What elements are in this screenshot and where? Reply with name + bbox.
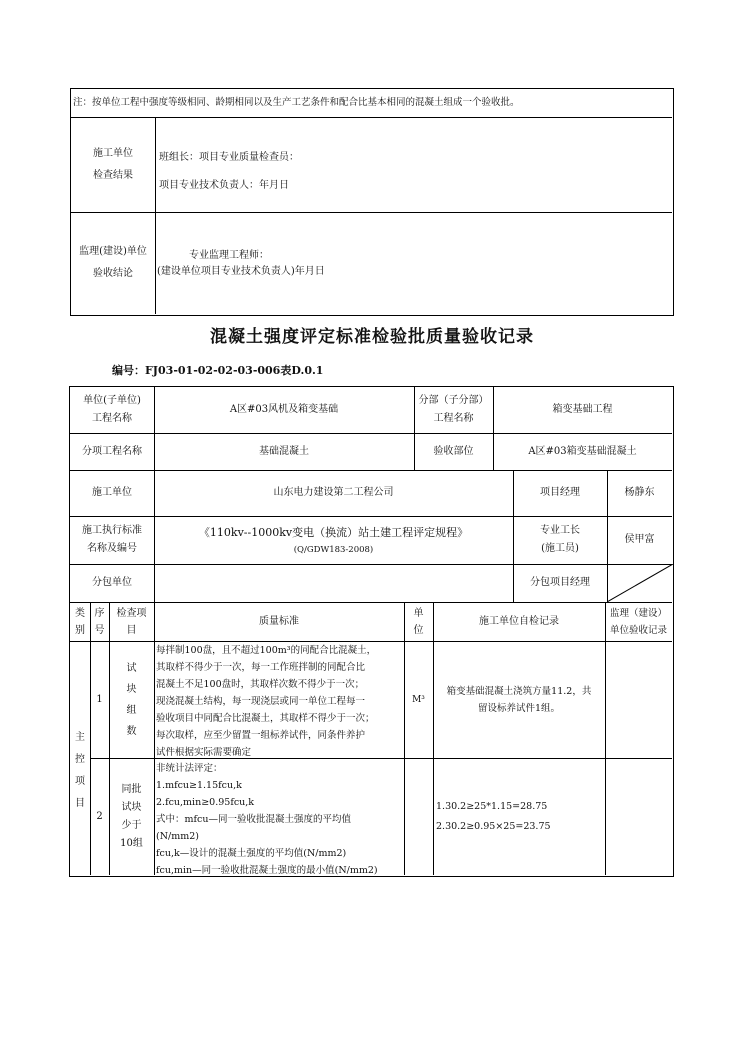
header-supervision <box>605 602 672 641</box>
batch-note: 注：按单位工程中强度等级相同、龄期相同以及生产工艺条件和配合比基本相同的混凝土组成一个验收批。 <box>73 97 520 108</box>
row-unit <box>404 758 433 875</box>
record-code: 编号：FJ03-01-02-02-03-006表D.0.1 <box>112 364 324 377</box>
standard-line: (N/mm2) <box>156 831 199 842</box>
sub-project-label <box>414 387 493 433</box>
acceptance-part-value <box>493 433 672 470</box>
label-line: 名称及编号 <box>87 543 137 554</box>
self-check-line: 1.30.2≥25*1.15=28.75 <box>436 801 548 812</box>
row-seq <box>90 641 109 758</box>
project-manager-label <box>513 470 607 516</box>
self-check-line: 2.30.2≥0.95×25=23.75 <box>436 821 551 832</box>
sub-manager-value <box>607 564 672 602</box>
label-line: 检查项 <box>116 607 147 619</box>
standard-code: (Q/GDW183-2008) <box>293 545 374 555</box>
sub-manager-label <box>513 564 607 602</box>
label-line: 位 <box>413 624 424 636</box>
row-divider <box>71 212 672 213</box>
cell-text: 基础混凝土 <box>259 445 309 457</box>
label-line: 监理（建设） <box>609 607 667 619</box>
cell-text: 分包项目经理 <box>530 577 590 588</box>
sub-project-value <box>493 387 672 433</box>
standard-line: fcu,k—设计的混凝土强度的平均值(N/mm2) <box>156 848 347 859</box>
standard-line: 1.mfcu≥1.15fcu,k <box>156 780 242 791</box>
cell-text: 验收部位 <box>433 445 474 457</box>
self-check-line: 留设标养试件1组。 <box>477 702 561 714</box>
label-line: 号 <box>94 624 105 636</box>
label-char: 块 <box>126 683 137 695</box>
label-line: 单 <box>413 607 424 619</box>
standard-line: 试件根据实际需要确定 <box>156 747 252 758</box>
header-quality-standard <box>154 602 404 641</box>
label-line: 监理(建设)单位 <box>79 246 147 257</box>
header-unit <box>404 602 433 641</box>
label-line: 施工执行标准 <box>82 525 142 536</box>
cell-text: 分包单位 <box>92 577 132 588</box>
label-char: 试 <box>126 662 137 674</box>
header-seq <box>90 602 109 641</box>
header-check-item <box>109 602 154 641</box>
label-line: 单位验收记录 <box>609 624 667 636</box>
construction-check-tech-lead: 项目专业技术负责人：年月日 <box>159 180 289 191</box>
standard-line: 混凝土不足100盘时，其取样次数不得少于一次； <box>156 679 365 690</box>
standard-value <box>154 516 513 564</box>
label-line: 分部（子分部） <box>418 395 489 406</box>
label-line: 别 <box>75 624 85 636</box>
item-project-value <box>154 433 414 470</box>
main-table <box>69 386 674 877</box>
label-line: 验收结论 <box>93 268 133 279</box>
column-divider <box>154 602 155 875</box>
row-self-check <box>433 641 605 758</box>
label-line: 施工单位 <box>93 147 133 159</box>
row-quality-standard <box>156 760 404 879</box>
label-line: 工程名称 <box>433 413 474 424</box>
standard-line: 式中：mfcu—同一验收批混凝土强度的平均值 <box>156 814 351 825</box>
subcontractor-label <box>70 564 154 602</box>
standard-line: 每拌制100盘，且不超过100m³的同配合比混凝土， <box>156 645 377 656</box>
row-seq <box>90 758 109 875</box>
label-char: 目 <box>75 798 85 809</box>
row-unit <box>404 641 433 758</box>
label-line: 目 <box>126 624 137 636</box>
construction-check-label <box>71 117 155 212</box>
label-line: 序 <box>94 607 105 619</box>
supervision-conclusion-label <box>71 212 155 314</box>
label-char: 数 <box>126 725 137 737</box>
cell-text: 杨静东 <box>624 487 655 498</box>
label-line: 单位(子单位) <box>83 395 141 406</box>
label-char: 主 <box>75 732 85 743</box>
cell-text: 山东电力建设第二工程公司 <box>273 487 394 498</box>
standard-line: 非统计法评定： <box>156 763 223 774</box>
label-line: (施工员) <box>541 543 579 554</box>
contractor-value <box>154 470 513 516</box>
unit-project-label <box>70 387 154 433</box>
header-category <box>70 602 90 641</box>
contractor-label <box>70 470 154 516</box>
standard-name: 《110kv--1000kv变电（换流）站土建工程评定规程》 <box>198 526 469 539</box>
owner-tech-lead: (建设单位项目专业技术负责人)年月日 <box>157 266 325 277</box>
foreman-value <box>607 516 672 564</box>
self-check-line: 箱变基础混凝土浇筑方量11.2，共 <box>446 685 592 697</box>
page-title: 混凝土强度评定标准检验批质量验收记录 <box>210 327 534 347</box>
label-line: 类 <box>75 607 85 619</box>
label-line: 工程名称 <box>92 413 132 424</box>
row-check-item <box>109 641 154 758</box>
cell-text: 侯甲富 <box>624 534 655 545</box>
unit-project-value <box>154 387 414 433</box>
standard-line: 每次取样，应至少留置一组标养试件，同条件养护 <box>156 730 366 741</box>
cell-text: 质量标准 <box>259 615 299 627</box>
standard-label <box>70 516 154 564</box>
label-line: 试块 <box>121 801 142 813</box>
supervision-engineer: 专业监理工程师： <box>189 250 269 261</box>
subcontractor-value <box>154 564 513 602</box>
label-line: 检查结果 <box>93 169 133 181</box>
row-divider <box>71 117 672 118</box>
label-line: 10组 <box>120 837 143 849</box>
cell-text: 2 <box>96 810 103 822</box>
cell-text: 分项工程名称 <box>82 445 142 457</box>
label-char: 控 <box>75 754 85 765</box>
label-char: 项 <box>75 776 85 787</box>
label-line: 少于 <box>121 819 142 831</box>
construction-check-inspectors: 班组长：项目专业质量检查员： <box>159 152 299 163</box>
cell-text: A区#03风机及箱变基础 <box>229 404 339 415</box>
project-manager-value <box>607 470 672 516</box>
column-divider <box>155 117 156 314</box>
cell-text: 1 <box>96 693 103 705</box>
row-check-item <box>109 758 154 875</box>
header-self-check <box>433 602 605 641</box>
row-quality-standard <box>156 642 404 761</box>
acceptance-part-label <box>414 433 493 470</box>
top-table <box>70 88 674 316</box>
standard-line: 2.fcu,min≥0.95fcu,k <box>156 797 255 808</box>
cell-text: 施工单位自检记录 <box>479 615 559 627</box>
label-line: 专业工长 <box>540 525 580 536</box>
item-project-label <box>70 433 154 470</box>
standard-line: 验收项目中同配合比混凝土，其取样不得少于一次； <box>156 713 375 724</box>
cell-text: A区#03箱变基础混凝土 <box>528 445 637 457</box>
label-line: 同批 <box>121 783 142 795</box>
column-divider <box>605 602 606 875</box>
cell-text: 项目经理 <box>540 487 580 498</box>
cell-text: 施工单位 <box>92 487 132 498</box>
cell-text: M³ <box>412 694 425 705</box>
standard-line: fcu,min—同一验收批混凝土强度的最小值(N/mm2) <box>156 865 378 876</box>
foreman-label <box>513 516 607 564</box>
label-char: 组 <box>126 704 137 716</box>
cell-text: 箱变基础工程 <box>552 404 613 415</box>
standard-line: 现浇混凝土结构，每一现浇层或同一单位工程每一 <box>156 696 366 707</box>
row-self-check <box>436 797 604 837</box>
main-control-label <box>70 641 90 875</box>
standard-line: 其取样不得少于一次，每一工作班拌制的同配合比 <box>156 662 366 673</box>
